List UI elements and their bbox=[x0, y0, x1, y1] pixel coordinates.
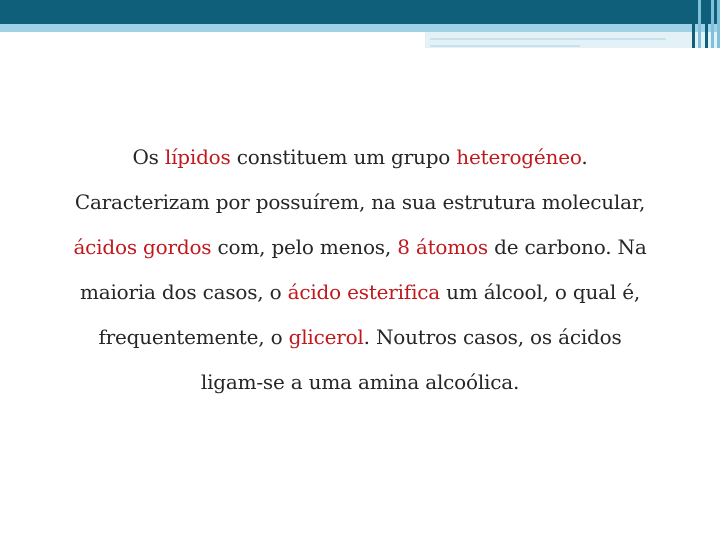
body-paragraph bbox=[60, 135, 660, 405]
text-segment: Os bbox=[132, 145, 165, 169]
text-segment: Caracterizam por possuírem, na sua estrutura molecular, bbox=[74, 190, 646, 214]
text-segment: ligam-se a uma amina alcoólica. bbox=[200, 370, 520, 394]
text-segment: . Noutros casos, os ácidos bbox=[363, 325, 622, 349]
paragraph-line bbox=[60, 270, 660, 315]
highlighted-term: 8 átomos bbox=[397, 235, 488, 259]
paragraph-line bbox=[60, 135, 660, 180]
header-band-light bbox=[0, 24, 720, 32]
highlighted-term: ácido esterifica bbox=[287, 280, 440, 304]
text-segment: constituem um grupo bbox=[230, 145, 457, 169]
highlighted-term: glicerol bbox=[288, 325, 364, 349]
paragraph-line bbox=[60, 180, 660, 225]
header-band-dark bbox=[0, 0, 720, 24]
text-segment: com, pelo menos, bbox=[211, 235, 398, 259]
text-segment: um álcool, o qual é, bbox=[440, 280, 641, 304]
header-accent-line bbox=[430, 45, 580, 47]
text-segment: . bbox=[581, 145, 588, 169]
highlighted-term: lípidos bbox=[164, 145, 231, 169]
highlighted-term: ácidos gordos bbox=[73, 235, 212, 259]
paragraph-line bbox=[60, 360, 660, 405]
paragraph-line bbox=[60, 225, 660, 270]
text-segment: de carbono. Na bbox=[487, 235, 647, 259]
paragraph-line bbox=[60, 315, 660, 360]
text-segment: maioria dos casos, o bbox=[79, 280, 288, 304]
header-stripes bbox=[692, 0, 720, 48]
highlighted-term: heterogéneo bbox=[456, 145, 582, 169]
text-segment: frequentemente, o bbox=[98, 325, 289, 349]
header-accent-line bbox=[430, 38, 666, 40]
